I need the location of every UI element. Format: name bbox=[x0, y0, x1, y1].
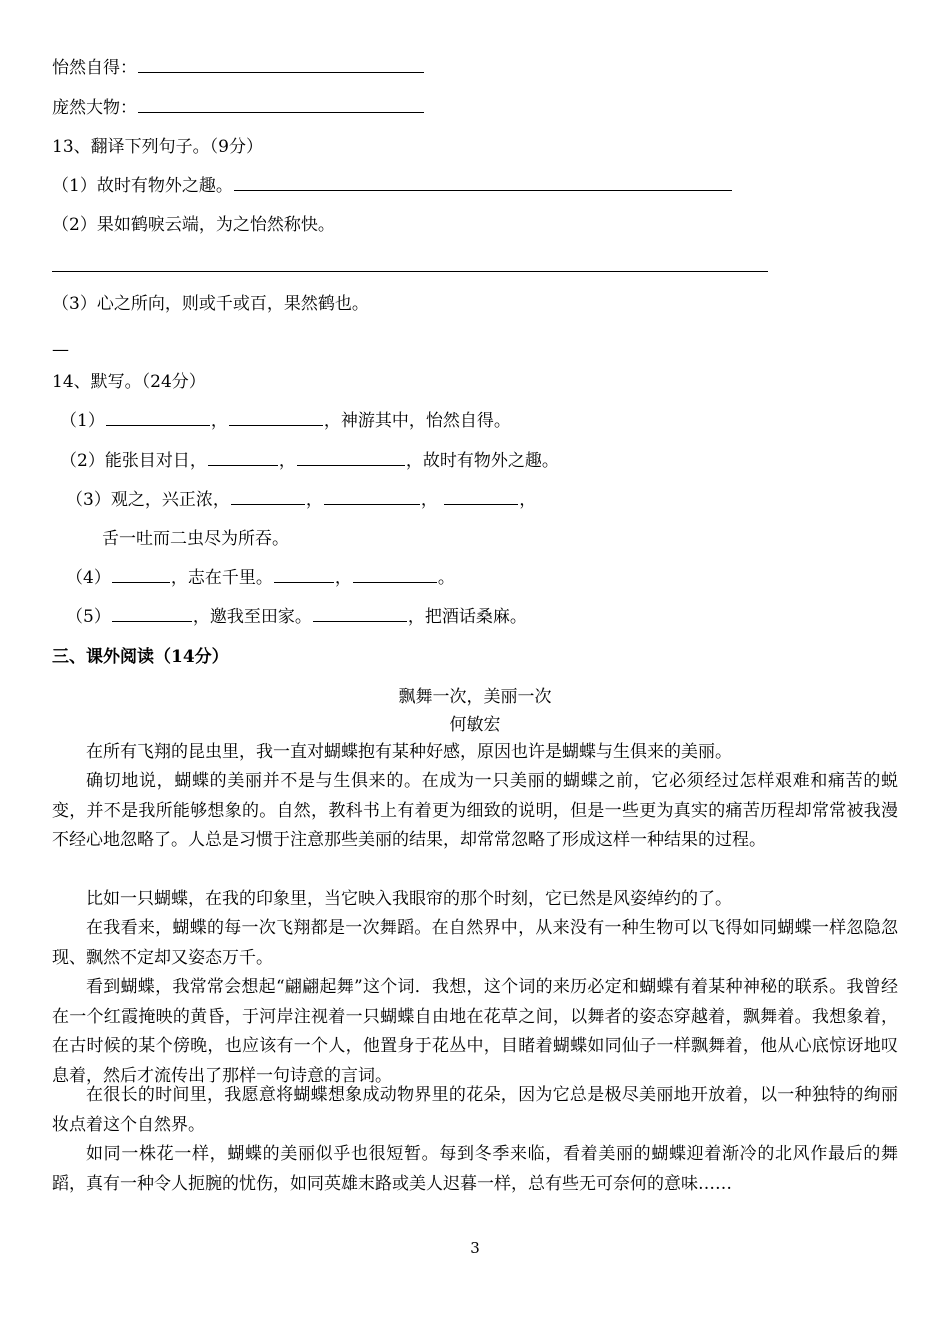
comma: ， bbox=[305, 490, 323, 510]
answer-blank[interactable] bbox=[208, 449, 278, 466]
line-text: ，把酒话桑麻。 bbox=[407, 607, 527, 627]
line-text: ，志在千里。 bbox=[170, 568, 273, 588]
answer-blank[interactable] bbox=[324, 488, 420, 505]
comma: ， bbox=[420, 490, 438, 510]
q13-sentence-3: （3）心之所向，则或千或百，果然鹤也。 bbox=[52, 294, 369, 314]
comma: ， bbox=[334, 568, 352, 588]
comma: ， bbox=[210, 411, 228, 431]
line-text: （3）观之，兴正浓， bbox=[66, 490, 230, 510]
answer-blank[interactable] bbox=[353, 566, 437, 583]
line-text: ，神游其中，怡然自得。 bbox=[323, 411, 511, 431]
article-title: 飘舞一次，美丽一次 bbox=[398, 687, 552, 707]
article-author: 何敏宏 bbox=[449, 715, 501, 735]
q13-sentence-2: （2）果如鹤唳云端，为之怡然称快。 bbox=[52, 215, 335, 235]
vocab-line-2 bbox=[52, 96, 425, 120]
comma: ， bbox=[519, 490, 537, 510]
dash-mark: — bbox=[52, 340, 69, 360]
item-number: （5） bbox=[66, 607, 111, 627]
answer-line[interactable] bbox=[52, 271, 768, 272]
sentence-text: （1）故时有物外之趣。 bbox=[52, 176, 233, 196]
q14-line-3 bbox=[66, 488, 536, 512]
answer-blank[interactable] bbox=[229, 409, 323, 426]
article-paragraph-2: 确切地说，蝴蝶的美丽并不是与生俱来的。在成为一只美丽的蝴蝶之前，它必须经过怎样艰难和痛苦的蜕变，并不是我所能够想象的。自然，教科书上有着更为细致的说明，但是一些更为真实的痛苦历程却常常被我漫不经心地忽略了。人总是习惯于注意那些美丽的结果，却常常忽略了形成这样一种结果的过程。 bbox=[52, 771, 898, 850]
answer-blank[interactable] bbox=[444, 488, 518, 505]
answer-blank[interactable] bbox=[138, 96, 424, 113]
answer-blank[interactable] bbox=[112, 605, 192, 622]
q14-line-2 bbox=[60, 449, 559, 473]
line-text: （2）能张目对日， bbox=[60, 451, 207, 471]
page-number: 3 bbox=[470, 1239, 480, 1257]
article-paragraph-5: 看到蝴蝶，我常常会想起“翩翩起舞”这个词．我想，这个词的来历必定和蝴蝶有着某种神秘的联系。我曾经在一个红霞掩映的黄昏，于河岸注视着一只蝴蝶自由地在花草之间，以舞者的姿态穿越着，飘舞着。我想象着，在古时候的某个傍晚，也应该有一个人，他置身于花丛中，目睹着蝴蝶如同仙子一样飘舞着，他从心底惊讶地叹息着，然后才流传出了那样一句诗意的言词。 bbox=[52, 977, 898, 1086]
vocab-term: 怡然自得： bbox=[52, 58, 137, 78]
article-paragraph-4: 在我看来，蝴蝶的每一次飞翔都是一次舞蹈。在自然界中，从来没有一种生物可以飞得如同蝴蝶一样忽隐忽现、飘然不定却又姿态万千。 bbox=[52, 918, 898, 968]
article-paragraph-3: 比如一只蝴蝶，在我的印象里，当它映入我眼帘的那个时刻，它已然是风姿绰约的了。 bbox=[86, 889, 732, 909]
article-paragraph-6: 在很长的时间里，我愿意将蝴蝶想象成动物界里的花朵，因为它总是极尽美丽地开放着，以一种独特的绚丽妆点着这个自然界。 bbox=[52, 1085, 898, 1135]
answer-blank[interactable] bbox=[231, 488, 305, 505]
line-text: ，邀我至田家。 bbox=[192, 607, 312, 627]
answer-blank[interactable] bbox=[313, 605, 407, 622]
item-number: （1） bbox=[60, 411, 105, 431]
vocab-term: 庞然大物： bbox=[52, 98, 137, 118]
answer-blank[interactable] bbox=[297, 449, 405, 466]
q13-sentence-1 bbox=[52, 174, 733, 198]
answer-blank[interactable] bbox=[138, 56, 424, 73]
q14-line-5 bbox=[66, 605, 527, 629]
item-number: （4） bbox=[66, 568, 111, 588]
section-heading: 三、课外阅读（14分） bbox=[52, 647, 229, 667]
q14-line-3-cont: 舌一吐而二虫尽为所吞。 bbox=[102, 529, 289, 549]
answer-blank[interactable] bbox=[274, 566, 334, 583]
q14-line-1 bbox=[60, 409, 511, 433]
answer-blank[interactable] bbox=[106, 409, 210, 426]
answer-blank[interactable] bbox=[112, 566, 170, 583]
period: 。 bbox=[437, 568, 455, 588]
q14-title: 14、默写。（24分） bbox=[52, 372, 206, 392]
answer-blank[interactable] bbox=[234, 174, 732, 191]
vocab-line-1 bbox=[52, 56, 425, 80]
q14-line-4 bbox=[66, 566, 455, 590]
comma: ， bbox=[278, 451, 296, 471]
article-paragraph-1: 在所有飞翔的昆虫里，我一直对蝴蝶抱有某种好感，原因也许是蝴蝶与生俱来的美丽。 bbox=[86, 742, 732, 762]
q13-title: 13、翻译下列句子。（9分） bbox=[52, 137, 263, 157]
article-paragraph-7: 如同一株花一样，蝴蝶的美丽似乎也很短暂。每到冬季来临，看着美丽的蝴蝶迎着渐冷的北风作最后的舞蹈，真有一种令人扼腕的忧伤，如同英雄末路或美人迟暮一样，总有些无可奈何的意味…… bbox=[52, 1144, 898, 1194]
line-text: ，故时有物外之趣。 bbox=[405, 451, 559, 471]
